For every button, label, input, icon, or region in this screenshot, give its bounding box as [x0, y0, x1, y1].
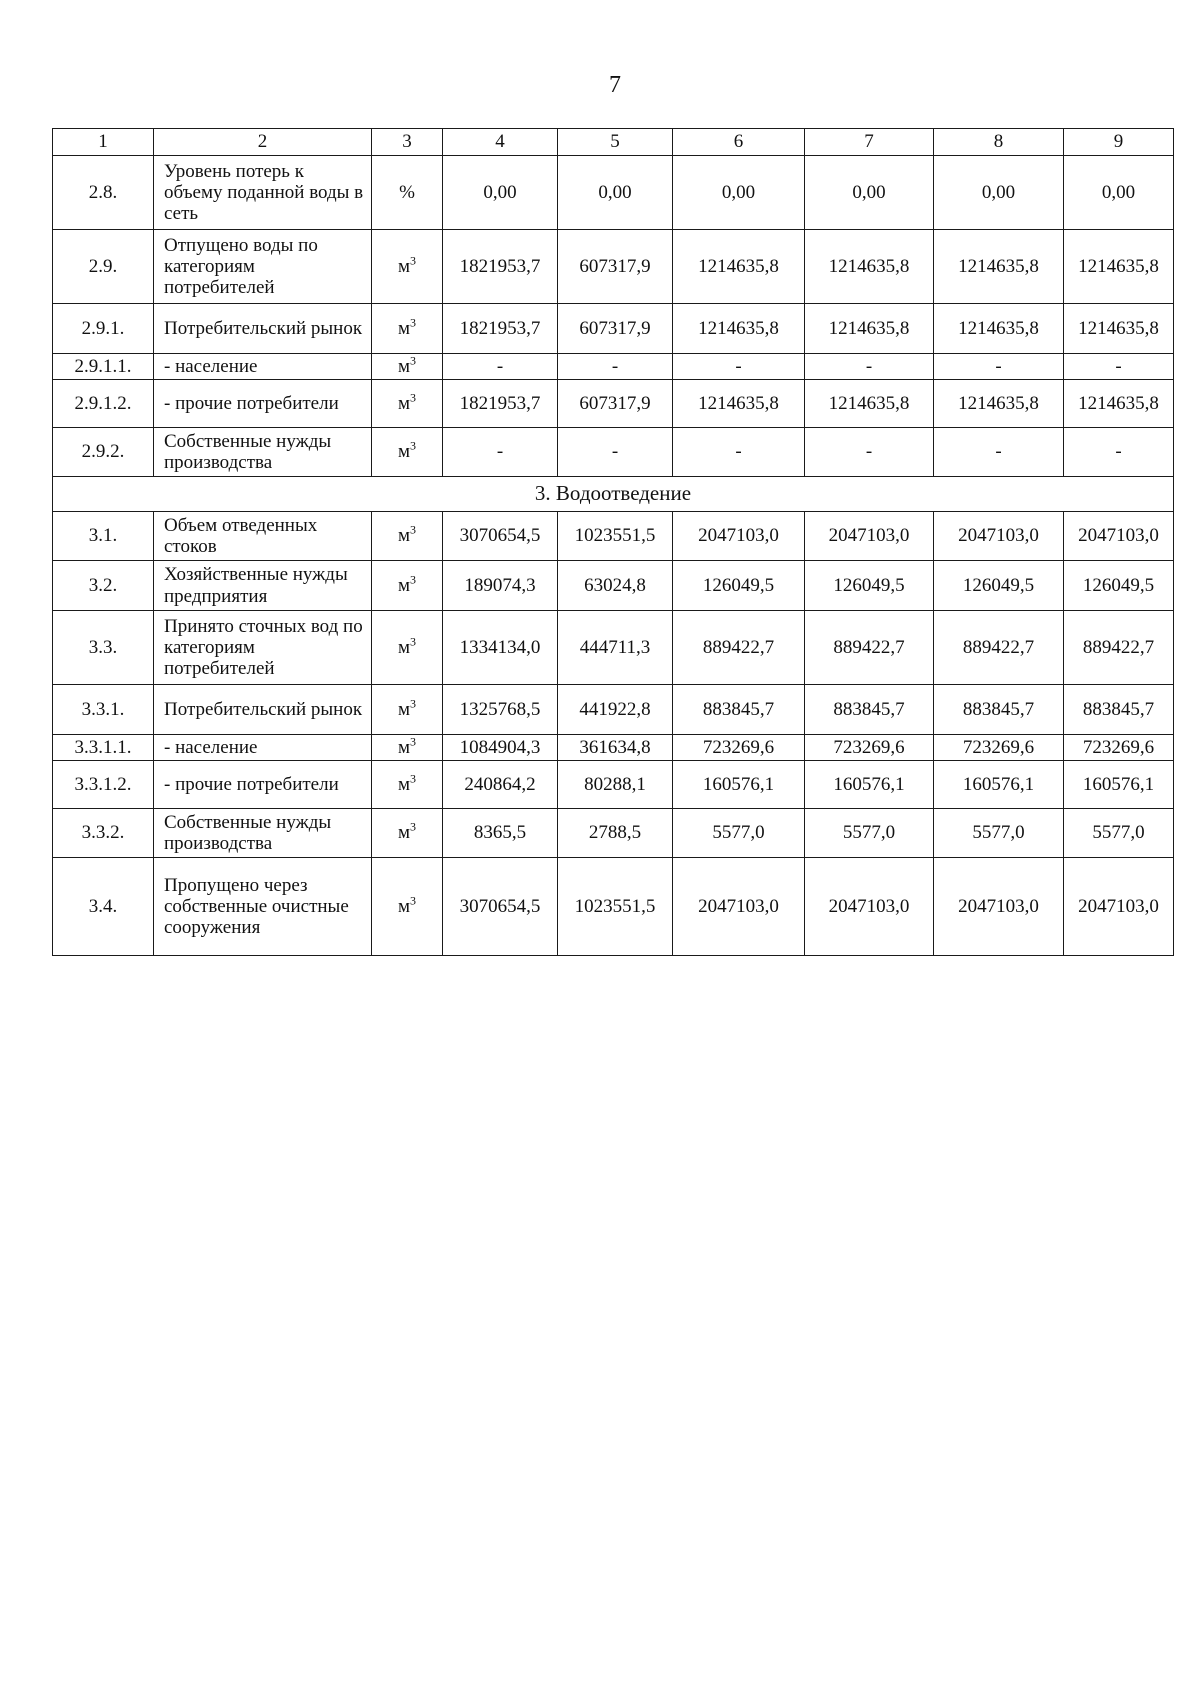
value-cell: 2047103,0	[1064, 858, 1174, 956]
section-title: 3. Водоотведение	[53, 477, 1174, 512]
value-cell: 441922,8	[558, 685, 673, 735]
row-number: 3.3.1.2.	[53, 761, 154, 809]
unit-exponent: 3	[410, 771, 417, 786]
unit-base: м	[397, 317, 411, 339]
row-unit	[372, 230, 443, 304]
row-unit	[372, 809, 443, 858]
table-row	[53, 230, 1174, 304]
value-cell: 1084904,3	[443, 735, 558, 761]
value-cell: 2047103,0	[1064, 512, 1174, 561]
row-name: Собственные нужды производства	[154, 428, 372, 477]
row-unit	[372, 380, 443, 428]
value-cell: 889422,7	[673, 611, 805, 685]
row-number: 3.3.1.1.	[53, 735, 154, 761]
value-cell: 1325768,5	[443, 685, 558, 735]
value-cell: 883845,7	[673, 685, 805, 735]
table-row	[53, 561, 1174, 611]
value-cell: 889422,7	[934, 611, 1064, 685]
value-cell: 607317,9	[558, 304, 673, 354]
row-name: Хозяйственные нужды предприятия	[154, 561, 372, 611]
unit-exponent: 3	[410, 253, 417, 268]
value-cell: -	[934, 354, 1064, 380]
table-row	[53, 380, 1174, 428]
column-header: 2	[154, 129, 372, 156]
unit-exponent: 3	[410, 572, 417, 587]
value-cell: 723269,6	[934, 735, 1064, 761]
value-cell: 0,00	[805, 156, 934, 230]
row-number: 2.8.	[53, 156, 154, 230]
value-cell: 607317,9	[558, 230, 673, 304]
column-header: 7	[805, 129, 934, 156]
value-cell: 1821953,7	[443, 380, 558, 428]
row-unit	[372, 761, 443, 809]
value-cell: -	[443, 354, 558, 380]
unit-base: м	[397, 636, 411, 658]
value-cell: -	[1064, 428, 1174, 477]
value-cell: 80288,1	[558, 761, 673, 809]
row-number: 2.9.1.1.	[53, 354, 154, 380]
row-unit	[372, 304, 443, 354]
value-cell: 5577,0	[934, 809, 1064, 858]
value-cell: 126049,5	[805, 561, 934, 611]
value-cell: -	[558, 354, 673, 380]
unit-base: м	[397, 525, 411, 547]
column-header: 5	[558, 129, 673, 156]
value-cell: 240864,2	[443, 761, 558, 809]
value-cell: 2047103,0	[934, 512, 1064, 561]
value-cell: 1821953,7	[443, 230, 558, 304]
value-cell: 2047103,0	[673, 512, 805, 561]
value-cell: 883845,7	[1064, 685, 1174, 735]
row-name: Отпущено воды по категориям потребителей	[154, 230, 372, 304]
value-cell: 126049,5	[1064, 561, 1174, 611]
value-cell: -	[805, 354, 934, 380]
value-cell: 1334134,0	[443, 611, 558, 685]
row-name: - прочие потребители	[154, 761, 372, 809]
value-cell: 1023551,5	[558, 512, 673, 561]
row-number: 3.2.	[53, 561, 154, 611]
column-header: 3	[372, 129, 443, 156]
value-cell: 2047103,0	[673, 858, 805, 956]
table-row	[53, 512, 1174, 561]
value-cell: 1214635,8	[1064, 380, 1174, 428]
table-row	[53, 685, 1174, 735]
unit-exponent: 3	[410, 523, 417, 538]
value-cell: 361634,8	[558, 735, 673, 761]
value-cell: 1821953,7	[443, 304, 558, 354]
unit-base: м	[397, 392, 411, 414]
row-unit	[372, 685, 443, 735]
row-number: 3.4.	[53, 858, 154, 956]
unit-base: м	[397, 773, 411, 795]
table-row	[53, 428, 1174, 477]
row-number: 2.9.1.	[53, 304, 154, 354]
row-number: 3.1.	[53, 512, 154, 561]
value-cell: 3070654,5	[443, 512, 558, 561]
value-cell: 1214635,8	[934, 380, 1064, 428]
unit-base: м	[397, 736, 411, 758]
row-unit	[372, 428, 443, 477]
row-number: 3.3.1.	[53, 685, 154, 735]
value-cell: 63024,8	[558, 561, 673, 611]
row-number: 3.3.	[53, 611, 154, 685]
row-name: Собственные нужды производства	[154, 809, 372, 858]
value-cell: 5577,0	[805, 809, 934, 858]
value-cell: -	[1064, 354, 1174, 380]
unit-exponent: 3	[410, 734, 417, 749]
value-cell: 1214635,8	[805, 304, 934, 354]
row-name: Принято сточных вод по категориям потребителей	[154, 611, 372, 685]
table-row	[53, 735, 1174, 761]
value-cell: 883845,7	[934, 685, 1064, 735]
value-cell: 607317,9	[558, 380, 673, 428]
row-number: 2.9.1.2.	[53, 380, 154, 428]
value-cell: -	[673, 354, 805, 380]
row-name: Пропущено через собственные очистные сооружения	[154, 858, 372, 956]
unit-exponent: 3	[410, 353, 417, 368]
row-unit	[372, 611, 443, 685]
table-row	[53, 354, 1174, 380]
value-cell: -	[805, 428, 934, 477]
value-cell: 0,00	[443, 156, 558, 230]
column-header: 6	[673, 129, 805, 156]
value-cell: 0,00	[934, 156, 1064, 230]
value-cell: 723269,6	[805, 735, 934, 761]
value-cell: 5577,0	[673, 809, 805, 858]
value-cell: 1023551,5	[558, 858, 673, 956]
section-header-row	[53, 477, 1174, 512]
unit-base: м	[397, 822, 411, 844]
value-cell: 1214635,8	[1064, 230, 1174, 304]
value-cell: 1214635,8	[673, 304, 805, 354]
row-number: 2.9.2.	[53, 428, 154, 477]
value-cell: 889422,7	[805, 611, 934, 685]
table-header-row	[53, 129, 1174, 156]
value-cell: -	[934, 428, 1064, 477]
table-row	[53, 611, 1174, 685]
unit-exponent: 3	[410, 315, 417, 330]
row-name: Объем отведенных стоков	[154, 512, 372, 561]
column-header: 8	[934, 129, 1064, 156]
value-cell: 189074,3	[443, 561, 558, 611]
value-cell: 126049,5	[673, 561, 805, 611]
unit-exponent: 3	[410, 439, 417, 454]
unit-base: м	[397, 574, 411, 596]
value-cell: 8365,5	[443, 809, 558, 858]
value-cell: 883845,7	[805, 685, 934, 735]
value-cell: 0,00	[558, 156, 673, 230]
table-row	[53, 809, 1174, 858]
unit-base: м	[397, 698, 411, 720]
row-name: - население	[154, 354, 372, 380]
row-number: 2.9.	[53, 230, 154, 304]
value-cell: 160576,1	[673, 761, 805, 809]
value-cell: 723269,6	[673, 735, 805, 761]
unit-base: м	[397, 441, 411, 463]
unit-base: м	[397, 895, 411, 917]
value-cell: -	[673, 428, 805, 477]
value-cell: 2047103,0	[805, 858, 934, 956]
unit-exponent: 3	[410, 820, 417, 835]
value-cell: 1214635,8	[673, 380, 805, 428]
value-cell: 444711,3	[558, 611, 673, 685]
value-cell: 1214635,8	[934, 230, 1064, 304]
data-table	[52, 128, 1174, 956]
table-body	[53, 129, 1174, 956]
row-name: Потребительский рынок	[154, 304, 372, 354]
value-cell: 160576,1	[1064, 761, 1174, 809]
table-row	[53, 156, 1174, 230]
column-header: 4	[443, 129, 558, 156]
value-cell: 0,00	[673, 156, 805, 230]
unit-base: м	[397, 255, 411, 277]
value-cell: -	[443, 428, 558, 477]
table-row	[53, 761, 1174, 809]
row-name: - население	[154, 735, 372, 761]
row-number: 3.3.2.	[53, 809, 154, 858]
value-cell: 1214635,8	[1064, 304, 1174, 354]
row-unit	[372, 561, 443, 611]
unit-base: м	[397, 355, 411, 377]
unit-exponent: 3	[410, 893, 417, 908]
value-cell: 889422,7	[1064, 611, 1174, 685]
value-cell: 1214635,8	[673, 230, 805, 304]
value-cell: 1214635,8	[805, 380, 934, 428]
unit-exponent: 3	[410, 390, 417, 405]
column-header: 9	[1064, 129, 1174, 156]
page-number: 7	[609, 72, 621, 98]
column-header: 1	[53, 129, 154, 156]
row-name: Потребительский рынок	[154, 685, 372, 735]
value-cell: 0,00	[1064, 156, 1174, 230]
value-cell: 723269,6	[1064, 735, 1174, 761]
row-unit	[372, 735, 443, 761]
value-cell: 2047103,0	[934, 858, 1064, 956]
row-name: - прочие потребители	[154, 380, 372, 428]
unit-base: %	[399, 181, 415, 203]
row-unit	[372, 512, 443, 561]
value-cell: 5577,0	[1064, 809, 1174, 858]
row-name: Уровень потерь к объему поданной воды в сеть	[154, 156, 372, 230]
row-unit	[372, 156, 443, 230]
value-cell: 1214635,8	[934, 304, 1064, 354]
table-row	[53, 858, 1174, 956]
row-unit	[372, 858, 443, 956]
value-cell: 2047103,0	[805, 512, 934, 561]
unit-exponent: 3	[410, 696, 417, 711]
value-cell: 1214635,8	[805, 230, 934, 304]
value-cell: 3070654,5	[443, 858, 558, 956]
row-unit	[372, 354, 443, 380]
value-cell: 160576,1	[934, 761, 1064, 809]
value-cell: 2788,5	[558, 809, 673, 858]
value-cell: 126049,5	[934, 561, 1064, 611]
table-row	[53, 304, 1174, 354]
unit-exponent: 3	[410, 634, 417, 649]
value-cell: 160576,1	[805, 761, 934, 809]
value-cell: -	[558, 428, 673, 477]
